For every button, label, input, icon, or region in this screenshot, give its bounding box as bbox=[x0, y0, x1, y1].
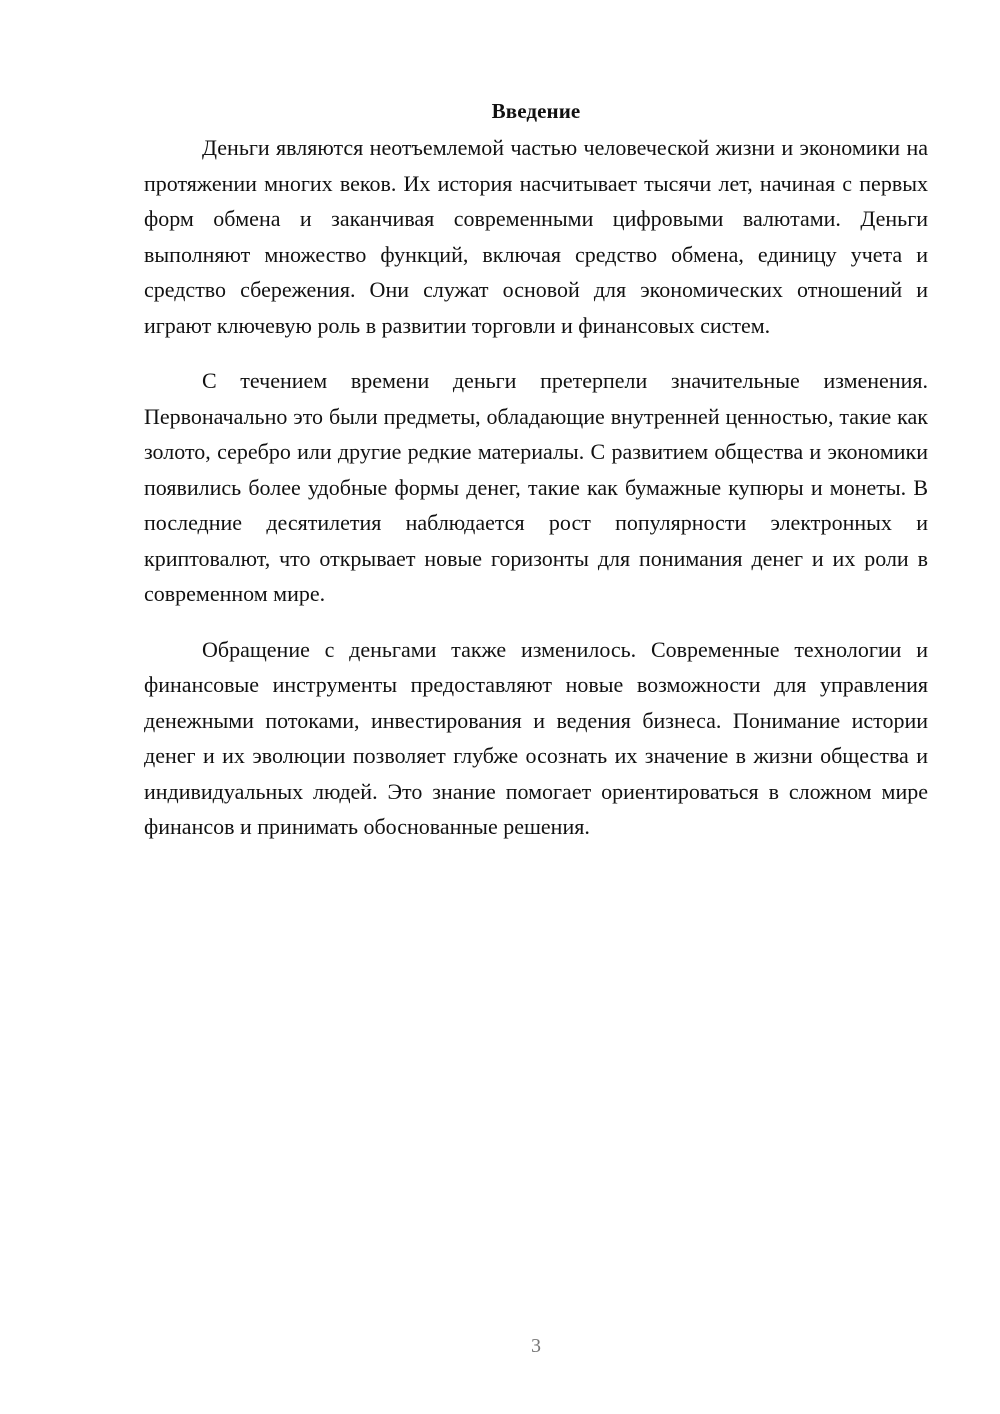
paragraph-3: Обращение с деньгами также изменилось. Современные технологии и финансовые инструменты предоставляют новые возможности для управления денежными потоками, инвестирования и ведения бизнеса. Понимание истории денег и их эволюции позволяет глубже осознать их значение в жизни общества и индивидуальных людей. Это знание помогает ориентироваться в сложном мире финансов и принимать обоснованные решения. bbox=[144, 636, 928, 839]
page-content bbox=[144, 94, 928, 865]
paragraph-1: Деньги являются неотъемлемой частью человеческой жизни и экономики на протяжении многих веков. Их история насчитывает тысячи лет, начиная с первых форм обмена и заканчивая современными цифровыми валютами. Деньги выполняют множество функций, включая средство обмена, единицу учета и средство сбережения. Они служат основой для экономических отношений и играют ключевую роль в развитии торговли и финансовых систем. bbox=[144, 135, 928, 338]
page-number: 3 bbox=[531, 1335, 541, 1357]
section-heading: Введение bbox=[491, 99, 581, 123]
paragraph-2: С течением времени деньги претерпели значительные изменения. Первоначально это были предметы, обладающие внутренней ценностью, такие как золото, серебро или другие редкие материалы. С развитием общества и экономики появились более удобные формы денег, такие как бумажные купюры и монеты. В последние десятилетия наблюдается рост популярности электронных и криптовалют, что открывает новые горизонты для понимания денег и их роли в современном мире. bbox=[144, 368, 928, 606]
